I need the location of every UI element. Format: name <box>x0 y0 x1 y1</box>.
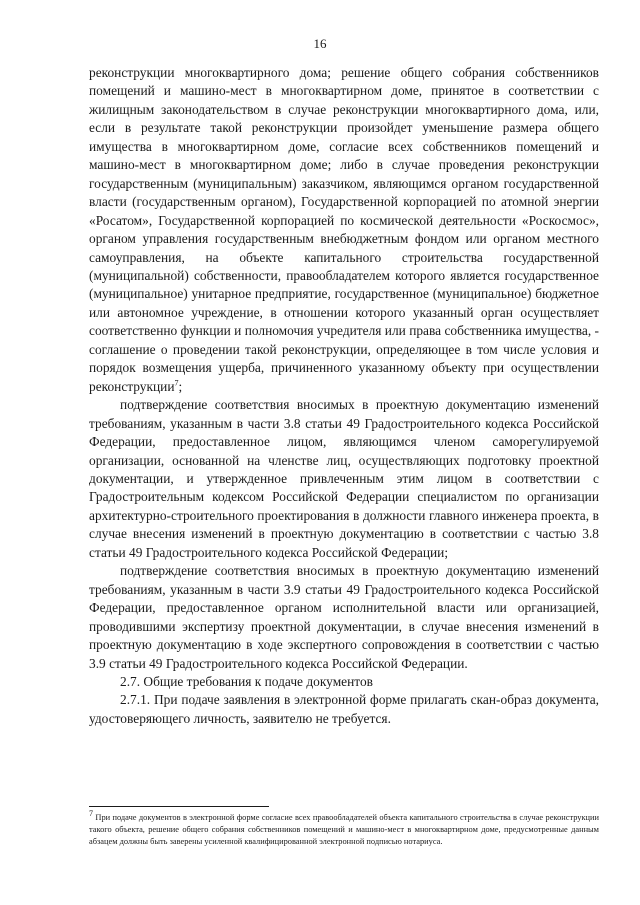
footnote-reference: 7 <box>174 378 179 388</box>
footnote-text: При подаче документов в электронной форме согласие всех правообладателей объекта капитального строительства в случае реконструкции такого объекта, решение общего собрания собственников помещений и машино-мест в многоквартирном доме, предусмотренные данным абзацем должны быть заверены усиленной квалифицированной электронной подписью нотариуса. <box>89 813 599 846</box>
paragraph-2-7-1: 2.7.1. При подаче заявления в электронной форме прилагать скан-образ документа, удостоверяющего личность, заявителю не требуется. <box>89 692 599 726</box>
section-heading-2-7: 2.7. Общие требования к подаче документов <box>120 673 373 689</box>
footnote-7 <box>89 809 599 848</box>
footnote-divider <box>89 806 269 807</box>
footnote-marker: 7 <box>89 809 93 819</box>
page-number: 16 <box>313 36 327 51</box>
paragraph-confirmation-3-9: подтверждение соответствия вносимых в проектную документацию изменений требованиям, указанным в части 3.9 статьи 49 Градостроительного кодекса Российской Федерации, предоставленное органом исполнительной власти или организацией, проводившими экспертизу проектной документации, в случае внесения изменений в проектную документацию в ходе экспертного сопровождения в соответствии с частью 3.9 статьи 49 Градостроительного кодекса Российской Федерации. <box>89 563 599 671</box>
paragraph-tail: ; <box>178 378 183 394</box>
body-text <box>89 64 599 728</box>
footnotes <box>89 809 599 848</box>
paragraph-confirmation-3-8: подтверждение соответствия вносимых в проектную документацию изменений требованиям, указанным в части 3.8 статьи 49 Градостроительного кодекса Российской Федерации, предоставленное лицом, являющимся членом саморегулируемой организации, основанной на членстве лиц, осуществляющих подготовку проектной документации, и утвержденное привлеченным этим лицом в соответствии с Градостроительным кодексом Российской Федерации специалистом по организации архитектурно-строительного проектирования в должности главного инженера проекта, в случае внесения изменений в проектную документацию в соответствии с частью 3.8 статьи 49 Градостроительного кодекса Российской Федерации; <box>89 397 599 560</box>
paragraph-reconstruction-agreement <box>89 64 599 396</box>
paragraph-text: реконструкции многоквартирного дома; решение общего собрания собственников помещений и машино-мест в многоквартирном доме, принятое в соответствии с жилищным законодательством в случае реконструкции многоквартирного дома, или, если в результате такой реконструкции произойдет уменьшение размера общего имущества в многоквартирном доме, согласие всех собственников помещений и машино-мест в многоквартирном доме; либо в случае проведения реконструкции государственным (муниципальным) заказчиком, являющимся органом государственной власти (государственным органом), Государственной корпорацией по атомной энергии «Росатом», Государственной корпорацией по космической деятельности «Роскосмос», органом управления государственным внебюджетным фондом или органом местного самоуправления, на объекте капитального строительства государственной (муниципальной) собственности, правообладателем которого является государственное (муниципальное) унитарное предприятие, государственное (муниципальное) бюджетное или автономное учреждение, в отношении которого указанный орган осуществляет соответственно функции и полномочия учредителя или права собственника имущества, - соглашение о проведении такой реконструкции, определяющее в том числе условия и порядок возмещения ущерба, причиненного указанному объекту при осуществлении реконструкции <box>89 65 599 394</box>
